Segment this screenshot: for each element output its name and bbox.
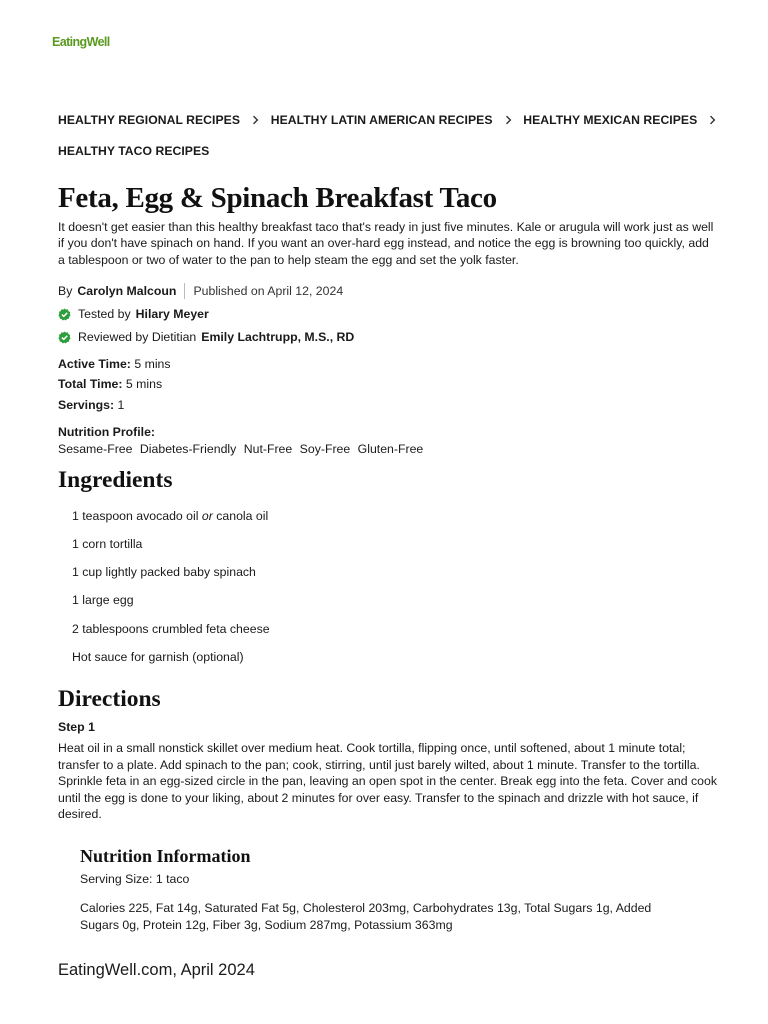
total-time — [58, 377, 162, 391]
directions-heading: Directions — [58, 686, 161, 712]
servings-value: 1 — [117, 398, 125, 412]
ingredient-item — [72, 650, 244, 664]
eatingwell-logo[interactable]: EatingWell — [52, 35, 110, 49]
ingredients-heading: Ingredients — [58, 467, 173, 493]
chevron-right-icon — [709, 114, 717, 126]
check-badge-icon — [58, 308, 71, 321]
breadcrumb-healthy-latin-american-recipes[interactable]: HEALTHY LATIN AMERICAN RECIPES — [270, 113, 493, 127]
chevron-right-icon — [252, 114, 260, 126]
nutrition-profile-label: Nutrition Profile: — [58, 425, 156, 439]
step-label: Step 1 — [58, 720, 95, 734]
author-link[interactable]: Carolyn Malcoun — [77, 284, 177, 298]
nutrition-profile-tag[interactable]: Soy-Free — [299, 442, 351, 456]
ingredient-text: 1 cup lightly packed baby spinach — [72, 565, 256, 579]
nutrition-profile-tag[interactable]: Diabetes-Friendly — [139, 442, 237, 456]
chevron-right-icon — [505, 114, 513, 126]
published-date: Published on April 12, 2024 — [193, 284, 344, 298]
total-time-label: Total Time: — [58, 377, 123, 391]
ingredient-item — [72, 565, 256, 579]
nutrition-profile-tags — [58, 442, 427, 456]
check-badge-icon — [58, 331, 71, 344]
active-time-value: 5 mins — [134, 357, 171, 371]
footer-credit: EatingWell.com, April 2024 — [58, 961, 255, 979]
active-time — [58, 357, 171, 371]
total-time-value: 5 mins — [125, 377, 163, 391]
ingredient-text: 1 large egg — [72, 593, 134, 607]
nutrition-profile-tag[interactable]: Sesame-Free — [58, 442, 133, 456]
servings — [58, 398, 124, 412]
ingredient-text: Hot sauce for garnish (optional) — [72, 650, 244, 664]
nutrition-profile-tag[interactable]: Nut-Free — [243, 442, 293, 456]
tested-by-label: Tested by — [78, 307, 131, 321]
ingredient-item — [72, 509, 268, 523]
byline — [58, 283, 343, 299]
byline-by-label: By — [58, 284, 73, 298]
ingredient-italic: or — [201, 509, 213, 523]
serving-size: Serving Size: 1 taco — [80, 872, 190, 886]
servings-label: Servings: — [58, 398, 115, 412]
reviewer-name-link[interactable]: Emily Lachtrupp, M.S., RD — [201, 330, 355, 344]
breadcrumb-healthy-taco-recipes[interactable]: HEALTHY TACO RECIPES — [58, 144, 210, 158]
nutrition-facts: Calories 225, Fat 14g, Saturated Fat 5g, Cholesterol 203mg, Carbohydrates 13g, Total Sugars 1g, Added Sugars 0g, Protein 12g, Fiber 3g, Sodium 287mg, Potassium 363mg — [80, 901, 652, 932]
byline-divider — [184, 283, 185, 299]
ingredient-text: 1 corn tortilla — [72, 537, 143, 551]
ingredient-text: 2 tablespoons crumbled feta cheese — [72, 622, 270, 636]
step-text: Heat oil in a small nonstick skillet over medium heat. Cook tortilla, flipping once, until softened, about 1 minute total; transfer to a plate. Add spinach to the pan; cook, stirring, until just barely wilted, about 1 minute. Transfer to the tortilla. Sprinkle feta in an egg-sized circle in the pan, leaving an open spot in the center. Break egg into the feta. Cover and cook until the egg is done to your liking, about 2 minutes for over easy. Transfer to the spinach and drizzle with hot sauce, if desired. — [58, 741, 717, 821]
breadcrumb — [58, 111, 728, 160]
reviewed-by-row — [58, 330, 354, 344]
nutrition-profile-tag[interactable]: Gluten-Free — [357, 442, 424, 456]
reviewed-by-label: Reviewed by Dietitian — [78, 330, 197, 344]
tester-name-link[interactable]: Hilary Meyer — [135, 307, 209, 321]
recipe-title: Feta, Egg & Spinach Breakfast Taco — [58, 182, 497, 214]
ingredient-item — [72, 537, 142, 551]
breadcrumb-healthy-regional-recipes[interactable]: HEALTHY REGIONAL RECIPES — [58, 113, 241, 127]
ingredient-item — [72, 622, 270, 636]
breadcrumb-row — [58, 111, 728, 129]
breadcrumb-row — [58, 142, 728, 160]
active-time-label: Active Time: — [58, 357, 131, 371]
ingredient-text: canola oil — [212, 509, 269, 523]
ingredient-item — [72, 593, 134, 607]
ingredient-text: 1 teaspoon avocado oil — [72, 509, 202, 523]
recipe-intro: It doesn't get easier than this healthy breakfast taco that's ready in just five minutes. Kale or arugula will work just as well if you don't have spinach on hand. If you want an over-hard egg instead, and notice the egg is browning too quickly, add a tablespoon or two of water to the pan to help steam the egg and set the yolk faster. — [58, 220, 714, 267]
breadcrumb-healthy-mexican-recipes[interactable]: HEALTHY MEXICAN RECIPES — [523, 113, 698, 127]
tested-by-row — [58, 307, 209, 321]
nutrition-heading: Nutrition Information — [80, 846, 251, 866]
